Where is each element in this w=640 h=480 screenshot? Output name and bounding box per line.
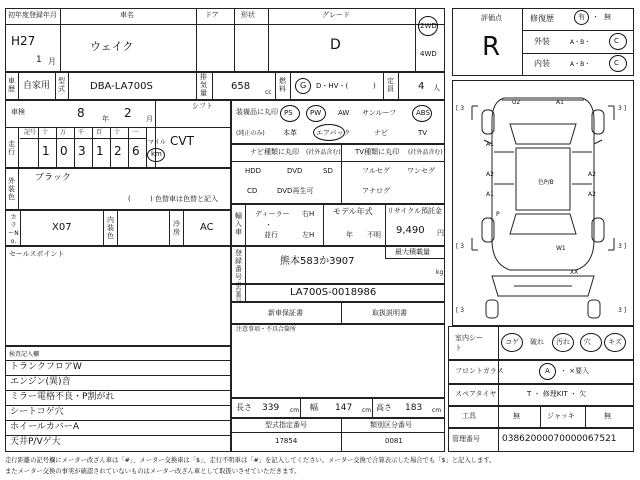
fuel-label: 燃料 <box>279 77 286 93</box>
model-name-label: 車名 <box>120 11 134 19</box>
mileage-row-line <box>20 138 146 139</box>
import-dealer: ディーラー <box>255 210 290 218</box>
displacement: 658 <box>231 81 251 92</box>
specs-row <box>5 72 445 100</box>
diagram-l3-bot: [ 3 <box>456 307 465 314</box>
exterior-paren: ( <box>128 195 131 203</box>
mileage-place-label: 百 <box>96 129 103 136</box>
inspector-row-line <box>5 405 231 406</box>
notes-label: 注意事項・不具合箇所 <box>236 326 297 333</box>
seat-item: 穴 <box>584 338 591 346</box>
mgmt-value: 03862000070000067521 <box>502 434 617 444</box>
length-cm: cm <box>290 407 300 414</box>
chassis-value: LA700S-0018986 <box>290 287 377 298</box>
chassis-label: 車台番号 <box>235 282 242 304</box>
color-no-row <box>5 210 231 246</box>
nav-type: CD <box>247 187 258 195</box>
diagram-a2-left: A2 <box>486 171 494 178</box>
mile-label: マイル <box>148 139 166 146</box>
interior-color-label: 内装色 <box>107 216 114 240</box>
seat-item: コゲ <box>505 338 519 346</box>
equipment-item: PS <box>284 109 293 117</box>
import-label: 輸入車 <box>235 212 242 236</box>
mileage-place-label: 十 <box>114 129 121 136</box>
tv-type: フルセグ <box>362 167 390 175</box>
diagram-p: P <box>496 211 500 218</box>
nav-sub: (社外品含む) <box>306 149 341 156</box>
nav-type: DVD <box>287 167 303 175</box>
inspection-label: 車検 <box>11 108 25 116</box>
equipment-item: PW <box>310 109 322 117</box>
reg-month: 1 <box>36 55 42 65</box>
door-label: ドア <box>205 11 219 19</box>
nav-type: DVD再生可 <box>277 187 314 195</box>
type-approval-block <box>231 418 445 452</box>
equipment-item: TV <box>418 129 428 137</box>
interior-grade-label: 内装 <box>534 59 550 68</box>
import-left: 左H <box>302 231 315 239</box>
repair-yes: 有 <box>578 13 585 21</box>
mileage-digit: 3 <box>78 144 86 158</box>
inspection-month: 2 <box>124 106 132 120</box>
diagram-r3-mid: 3 ] <box>618 243 627 250</box>
exterior-note: ) 色替車は色替と記入 <box>150 195 218 203</box>
equipment-sublabel: (純正のみ) <box>236 130 265 137</box>
shape-label: 形状 <box>241 11 255 19</box>
spare-label: スペアタイヤ <box>455 390 497 398</box>
sales-point-block <box>5 246 231 346</box>
grade-label: グレード <box>322 11 350 19</box>
mileage-col-line <box>38 127 39 168</box>
inspector-label: 検査記入欄 <box>9 351 40 358</box>
repair-dot: ・ <box>592 13 599 21</box>
mgmt-label: 管理番号 <box>452 435 480 443</box>
import-dot: ・ <box>265 221 272 229</box>
interior-grades: A・B・ <box>570 61 591 68</box>
glass-label: フロントガラス <box>455 367 504 375</box>
repair-no: 無 <box>604 13 611 21</box>
max-load-kg: kg <box>436 269 444 276</box>
sales-point-label: セールスポイント <box>9 250 65 258</box>
mileage-digit: 1 <box>96 144 104 158</box>
diagram-w1: W1 <box>556 245 566 252</box>
equipment-item: 本革 <box>283 129 297 137</box>
width-value: 147 <box>335 403 353 413</box>
recycle-value: 9,490 <box>396 225 425 236</box>
nav-type: HDD <box>245 167 262 175</box>
manual-doc: 取扱説明書 <box>372 309 407 317</box>
equipment-item: サンルーフ <box>362 109 397 117</box>
capacity-unit: 人 <box>433 84 440 92</box>
diagram-l3-mid: [ 3 <box>456 243 465 250</box>
notes-block <box>231 324 445 398</box>
length-label: 長さ <box>236 403 252 412</box>
score: R <box>482 32 501 62</box>
tools-value: 無 <box>513 412 520 420</box>
glass-req: ・ ×要入 <box>560 367 590 375</box>
equipment-label: 装備品に丸印 <box>236 108 278 116</box>
car-diagram <box>452 80 634 326</box>
fuel-other: D・HV・( <box>316 82 349 90</box>
equipment-item: ABS <box>416 109 430 117</box>
equipment-item: AW <box>338 109 350 117</box>
model-year-unknown: 不明 <box>367 231 381 239</box>
mileage-digit: 1 <box>42 144 50 158</box>
fuel-close: ) <box>373 82 376 90</box>
diagram-l3-top: [ 3 <box>456 105 465 112</box>
type-approval-value: 17854 <box>275 437 298 445</box>
category-value: 0081 <box>385 437 403 445</box>
inspector-note: ミラー電格不良・P割がれ <box>10 392 115 402</box>
mileage-col-line <box>56 127 57 168</box>
diagram-a1-left-rear: A1 <box>486 191 494 198</box>
inspector-row-line <box>5 390 231 391</box>
diagram-r3-bot: 3 ] <box>618 307 627 314</box>
height-label: 高さ <box>376 403 392 412</box>
exterior-color: ブラック <box>35 173 71 183</box>
diagram-xx: XX <box>570 269 579 276</box>
mileage-digit: 2 <box>114 144 122 158</box>
model-code-label: 型式 <box>58 77 65 93</box>
mileage-place-label: 万 <box>60 129 67 136</box>
exterior-c: C <box>614 37 619 45</box>
reg-month-unit: 月 <box>48 57 56 66</box>
category-label: 類別区分番号 <box>370 421 412 429</box>
drive-2wd: 2WD <box>420 22 437 30</box>
model-year-unit: 年 <box>346 231 353 239</box>
docs-row <box>231 302 445 324</box>
length-value: 339 <box>262 403 280 413</box>
jack-label: ジャッキ <box>547 412 575 420</box>
diagram-u2: U2 <box>512 99 521 106</box>
height-value: 183 <box>405 403 423 413</box>
diagram-r3-top: 3 ] <box>618 105 627 112</box>
mileage-col-line <box>92 127 93 168</box>
model-name: ウェイク <box>90 40 134 53</box>
diagram-a1-left: A1 <box>486 141 494 148</box>
color-no-label: カラーNo. <box>8 214 19 245</box>
equipment-item: エアバック <box>316 129 351 137</box>
reg-year: H27 <box>11 34 36 48</box>
tv-header: TV種類に丸印 <box>355 148 400 156</box>
glass-a: A <box>545 367 550 375</box>
mileage-place-label: 一 <box>132 129 139 136</box>
width-cm: cm <box>362 407 372 414</box>
type-approval-label: 型式指定番号 <box>265 421 307 429</box>
grade: D <box>330 37 341 53</box>
recycle-yen: 円 <box>437 229 444 237</box>
km-label: km <box>151 150 162 158</box>
mileage-col-line <box>110 127 111 168</box>
seat-item: 汚れ <box>556 338 570 346</box>
inspector-note: シートコゲ穴 <box>10 407 64 417</box>
seat-item: 破れ <box>530 338 544 346</box>
exterior-label: 外装色 <box>8 177 15 201</box>
cc-unit: cc <box>265 89 272 96</box>
spare-items: T ・ 修理KIT ・ 欠 <box>527 390 587 398</box>
displacement-label: 排気量 <box>200 73 207 97</box>
equipment-circle <box>313 124 345 141</box>
reg-year-label: 初年度登録年月 <box>8 11 57 19</box>
import-parallel: 並行 <box>264 231 278 239</box>
max-load-label: 最大積載量 <box>395 248 430 256</box>
registration-value: 熊本583か3907 <box>280 256 355 267</box>
inspector-note: ホイールカバーA <box>10 422 79 432</box>
mileage-col-line <box>74 127 75 168</box>
tv-type: ワンセグ <box>407 167 435 175</box>
equipment-item: ナビ <box>374 129 388 137</box>
nav-type: SD <box>323 167 333 175</box>
mileage-label: 走行 <box>8 140 15 156</box>
inspection-year-unit: 年 <box>102 115 109 123</box>
mileage-digit: 0 <box>60 144 68 158</box>
footer-line1: 走行距離の記号欄にメーター改ざん車は「#」、メーター交換車は「$」、走行不明車は「#」を記入してください。メーター交換で合算表示した場合でも「$」と記入します。 <box>5 457 496 464</box>
mileage-digit: 6 <box>132 144 140 158</box>
inspector-note: トランクフロアW <box>10 362 82 372</box>
diagram-a1-front: A1 <box>556 99 564 106</box>
shift: CVT <box>170 134 194 148</box>
mileage-place-label: 記号 <box>24 129 37 136</box>
height-cm: cm <box>432 407 442 414</box>
warranty-doc: 新車保証書 <box>268 309 303 317</box>
inspector-row-line <box>5 375 231 376</box>
model-code: DBA-LA700S <box>90 81 153 92</box>
exterior-grades: A・B・ <box>570 39 591 46</box>
score-label: 評価点 <box>481 14 502 22</box>
drive-4wd: 4WD <box>420 50 437 58</box>
capacity-label: 定員 <box>387 77 394 93</box>
mileage-col-line <box>146 127 147 168</box>
vehicle-label: 車歴 <box>8 77 15 93</box>
inspector-note: エンジン(異)音 <box>10 377 71 387</box>
fuel-g: G <box>300 81 307 90</box>
jack-value: 無 <box>604 412 611 420</box>
inspector-row-line <box>5 360 231 361</box>
tv-sub: (社外品含む) <box>408 149 443 156</box>
color-no: X07 <box>52 222 72 233</box>
inspector-row-line <box>5 435 231 436</box>
capacity: 4 <box>418 81 425 92</box>
repair-label: 修復歴 <box>530 14 554 23</box>
registration-label: 登録番号 <box>235 249 242 281</box>
inspection-month-unit: 月 <box>146 115 153 123</box>
tools-label: 工具 <box>462 412 476 420</box>
inspector-note: 天井P/Vゲ大 <box>10 437 61 447</box>
mileage-place-label: 千 <box>78 129 85 136</box>
import-right: 右H <box>302 210 315 218</box>
ac-value: AC <box>200 222 214 233</box>
exterior-grade-label: 外装 <box>534 37 550 46</box>
interior-c: C <box>614 59 619 67</box>
vehicle-type: 自家用 <box>23 81 51 91</box>
footer-line2: またメーター交換の事実が確認されていないものはメーター改ざん車として取扱いさせていただきます。 <box>5 468 301 475</box>
seat-label: 室内シート <box>455 334 483 352</box>
nav-header: ナビ種類に丸印 <box>250 148 299 156</box>
tv-type: アナログ <box>362 187 390 195</box>
seat-item: キズ <box>608 338 622 346</box>
recycle-label: リサイクル預託金 <box>387 207 443 215</box>
shift-label: シフト <box>192 102 213 110</box>
diagram-a2-right: A2 <box>588 171 596 178</box>
mileage-place-label: 十 <box>42 129 49 136</box>
inspector-row-line <box>5 420 231 421</box>
diagram-inner: 色P/B <box>538 179 554 186</box>
inspection-year: 8 <box>77 106 85 120</box>
diagram-a2-right-rear: A2 <box>588 191 596 198</box>
width-label: 幅 <box>310 403 318 412</box>
mileage-col-line <box>128 127 129 168</box>
ac-label: 冷房 <box>173 220 180 236</box>
model-year-label: モデル年式 <box>333 207 373 216</box>
header-block <box>5 8 445 72</box>
